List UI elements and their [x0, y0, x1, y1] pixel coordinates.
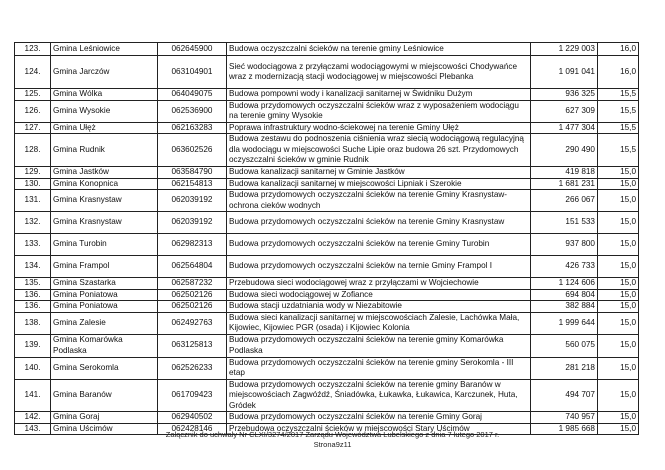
table-row [15, 234, 639, 256]
grant-amount: 494 707 [531, 379, 598, 412]
page-number: Strona9z11 [313, 440, 352, 449]
municipality-name: Gmina Ułęż [51, 122, 158, 134]
project-description: Budowa pompowni wody i kanalizacji sanitarnej w Świdniku Dużym [227, 89, 531, 101]
regon-code: 062163283 [158, 122, 227, 134]
grant-amount: 627 309 [531, 100, 598, 122]
regon-code: 062564804 [158, 256, 227, 278]
score: 15,0 [598, 190, 639, 212]
project-description: Budowa kanalizacji sanitarnej w miejscowości Lipniak i Szerokie [227, 178, 531, 190]
regon-code: 064049075 [158, 89, 227, 101]
table-row [15, 134, 639, 167]
grant-amount: 382 884 [531, 301, 598, 313]
project-description: Budowa oczyszczalni ścieków na terenie gminy Leśniowice [227, 43, 531, 56]
row-number: 124. [15, 56, 51, 89]
regon-code: 063602526 [158, 134, 227, 167]
table-row [15, 43, 639, 56]
regon-code: 062940502 [158, 412, 227, 424]
row-number: 131. [15, 190, 51, 212]
regon-code: 062039192 [158, 212, 227, 234]
regon-code: 062039192 [158, 190, 227, 212]
score: 15,0 [598, 312, 639, 334]
score: 15,0 [598, 256, 639, 278]
row-number: 127. [15, 122, 51, 134]
grant-amount: 281 218 [531, 357, 598, 379]
regon-code: 063584790 [158, 167, 227, 179]
table-body [15, 43, 639, 435]
row-number: 132. [15, 212, 51, 234]
project-description: Budowa sieci wodociągowej w Zofiance [227, 289, 531, 301]
score: 16,0 [598, 43, 639, 56]
row-number: 141. [15, 379, 51, 412]
municipality-name: Gmina Jastków [51, 167, 158, 179]
grant-amount: 1 124 606 [531, 278, 598, 290]
regon-code: 062492763 [158, 312, 227, 334]
municipality-name: Gmina Serokomla [51, 357, 158, 379]
project-description: Budowa przydomowych oczyszczalni ścieków na terenie Gminy Goraj [227, 412, 531, 424]
municipality-name: Gmina Szastarka [51, 278, 158, 290]
grant-amount: 1 985 668 [531, 423, 598, 435]
municipality-name: Gmina Wólka [51, 89, 158, 101]
table-row [15, 312, 639, 334]
table-row [15, 412, 639, 424]
score: 15,5 [598, 122, 639, 134]
table-row [15, 289, 639, 301]
municipality-name: Gmina Frampol [51, 256, 158, 278]
municipality-name: Gmina Turobin [51, 234, 158, 256]
project-description: Budowa przydomowych oczyszczalni ścieków na ternie Gminy Frampol I [227, 256, 531, 278]
row-number: 128. [15, 134, 51, 167]
municipality-name: Gmina Krasnystaw [51, 190, 158, 212]
regon-code: 062502126 [158, 301, 227, 313]
table-row [15, 379, 639, 412]
municipality-name: Gmina Wysokie [51, 100, 158, 122]
municipality-name: Gmina Baranów [51, 379, 158, 412]
row-number: 139. [15, 334, 51, 357]
row-number: 140. [15, 357, 51, 379]
table-row [15, 301, 639, 313]
row-number: 143. [15, 423, 51, 435]
footer-resolution-note: Załącznik do uchwały Nr CLXI/3274/2017 Zarządu Województwa Lubelskiego z dnia 7 lutego 2017 r. [165, 430, 500, 439]
grant-amount: 266 067 [531, 190, 598, 212]
grant-amount: 419 818 [531, 167, 598, 179]
municipality-name: Gmina Poniatowa [51, 289, 158, 301]
row-number: 135. [15, 278, 51, 290]
project-description: Budowa przydomowych oczyszczalni ścieków wraz z wyposażeniem wodociągu na terenie gminy Wysokie [227, 100, 531, 122]
grant-amount: 694 804 [531, 289, 598, 301]
project-description: Budowa przydomowych oczyszczalni ścieków na terenie Gminy Krasnystaw [227, 212, 531, 234]
grant-amount: 1 091 041 [531, 56, 598, 89]
project-description: Budowa przydomowych oczyszczalni ścieków na terenie gminy Baranów w miejscowościach Zagwóźdź, Śniadówka, Łukawka, Łukawica, Karczunek, Huta, Gródek [227, 379, 531, 412]
score: 15,5 [598, 100, 639, 122]
municipality-name: Gmina Komarówka Podlaska [51, 334, 158, 357]
project-description: Przebudowa sieci wodociągowej wraz z przyłączami w Wojciechowie [227, 278, 531, 290]
table-row [15, 56, 639, 89]
score: 15,0 [598, 357, 639, 379]
grant-amount: 937 800 [531, 234, 598, 256]
row-number: 133. [15, 234, 51, 256]
municipality-name: Gmina Rudnik [51, 134, 158, 167]
score: 15,0 [598, 167, 639, 179]
project-description: Budowa kanalizacji sanitarnej w Gminie Jastków [227, 167, 531, 179]
regon-code: 062587232 [158, 278, 227, 290]
regon-code: 062502126 [158, 289, 227, 301]
row-number: 134. [15, 256, 51, 278]
regon-code: 061709423 [158, 379, 227, 412]
score: 15,5 [598, 134, 639, 167]
regon-code: 062428146 [158, 423, 227, 435]
score: 15,0 [598, 379, 639, 412]
municipality-name: Gmina Leśniowice [51, 43, 158, 56]
table-row [15, 167, 639, 179]
municipality-name: Gmina Zalesie [51, 312, 158, 334]
project-description: Budowa przydomowych oczyszczalni ścieków na terenie gminy Serokomla - III etap [227, 357, 531, 379]
score: 15,0 [598, 301, 639, 313]
table-row [15, 178, 639, 190]
regon-code: 062645900 [158, 43, 227, 56]
grant-amount: 936 325 [531, 89, 598, 101]
table-row [15, 357, 639, 379]
municipality-name: Gmina Goraj [51, 412, 158, 424]
project-description: Budowa stacji uzdatniania wody w Niezabitowie [227, 301, 531, 313]
project-description: Budowa sieci kanalizacji sanitarnej w miejscowościach Zalesie, Lachówka Mała, Kijowiec, Kijowiec PGR (osada) i Kijowiec Kolonia [227, 312, 531, 334]
project-description: Budowa przydomowych oczyszczalni ścieków na terenie Gminy Turobin [227, 234, 531, 256]
municipality-name: Gmina Jarczów [51, 56, 158, 89]
project-description: Poprawa infrastruktury wodno-ściekowej na terenie Gminy Ułęż [227, 122, 531, 134]
score: 15,0 [598, 212, 639, 234]
score: 15,0 [598, 423, 639, 435]
score: 15,0 [598, 412, 639, 424]
row-number: 138. [15, 312, 51, 334]
table-row [15, 122, 639, 134]
table-row [15, 256, 639, 278]
row-number: 123. [15, 43, 51, 56]
municipality-name: Gmina Krasnystaw [51, 212, 158, 234]
page-footer [0, 430, 665, 450]
grant-amount: 1 681 231 [531, 178, 598, 190]
row-number: 142. [15, 412, 51, 424]
project-description: Przebudowa oczyszczalni ścieków w miejscowości Stary Uścimów [227, 423, 531, 435]
table-row [15, 100, 639, 122]
row-number: 125. [15, 89, 51, 101]
grant-amount: 1 999 644 [531, 312, 598, 334]
score: 15,5 [598, 89, 639, 101]
municipality-name: Gmina Uścimów [51, 423, 158, 435]
score: 16,0 [598, 56, 639, 89]
table-row [15, 212, 639, 234]
projects-table [14, 42, 639, 435]
project-description: Budowa przydomowych oczyszczalni ścieków na terenie gminy Komarówka Podlaska [227, 334, 531, 357]
grant-amount: 426 733 [531, 256, 598, 278]
regon-code: 062982313 [158, 234, 227, 256]
grant-amount: 1 477 304 [531, 122, 598, 134]
regon-code: 063104901 [158, 56, 227, 89]
regon-code: 062536900 [158, 100, 227, 122]
score: 15,0 [598, 278, 639, 290]
grant-amount: 290 490 [531, 134, 598, 167]
regon-code: 062526233 [158, 357, 227, 379]
project-description: Budowa przydomowych oczyszczalni ścieków na terenie Gminy Krasnystaw-ochrona cieków wodnych [227, 190, 531, 212]
table-row [15, 190, 639, 212]
row-number: 126. [15, 100, 51, 122]
regon-code: 062154813 [158, 178, 227, 190]
row-number: 136. [15, 289, 51, 301]
municipality-name: Gmina Konopnica [51, 178, 158, 190]
score: 15,0 [598, 289, 639, 301]
table-row [15, 334, 639, 357]
grant-amount: 560 075 [531, 334, 598, 357]
project-description: Budowa zestawu do podnoszenia ciśnienia wraz siecią wodociągową regulacyjną dla wodociągu w miejscowości Suche Lipie oraz budowa 26 szt. Przydomowych oczyszczalni ścieków w gminie Rudnik [227, 134, 531, 167]
score: 15,0 [598, 178, 639, 190]
row-number: 130. [15, 178, 51, 190]
score: 15,0 [598, 234, 639, 256]
row-number: 129. [15, 167, 51, 179]
project-description: Sieć wodociągowa z przyłączami wodociągowymi w miejscowości Chodywańce wraz z modernizacją stacji wodociągowej w miejscowości Plebanka [227, 56, 531, 89]
grant-amount: 1 229 003 [531, 43, 598, 56]
table-row [15, 89, 639, 101]
row-number: 136. [15, 301, 51, 313]
table-row [15, 278, 639, 290]
grant-amount: 740 957 [531, 412, 598, 424]
regon-code: 063125813 [158, 334, 227, 357]
grant-amount: 151 533 [531, 212, 598, 234]
municipality-name: Gmina Poniatowa [51, 301, 158, 313]
score: 15,0 [598, 334, 639, 357]
